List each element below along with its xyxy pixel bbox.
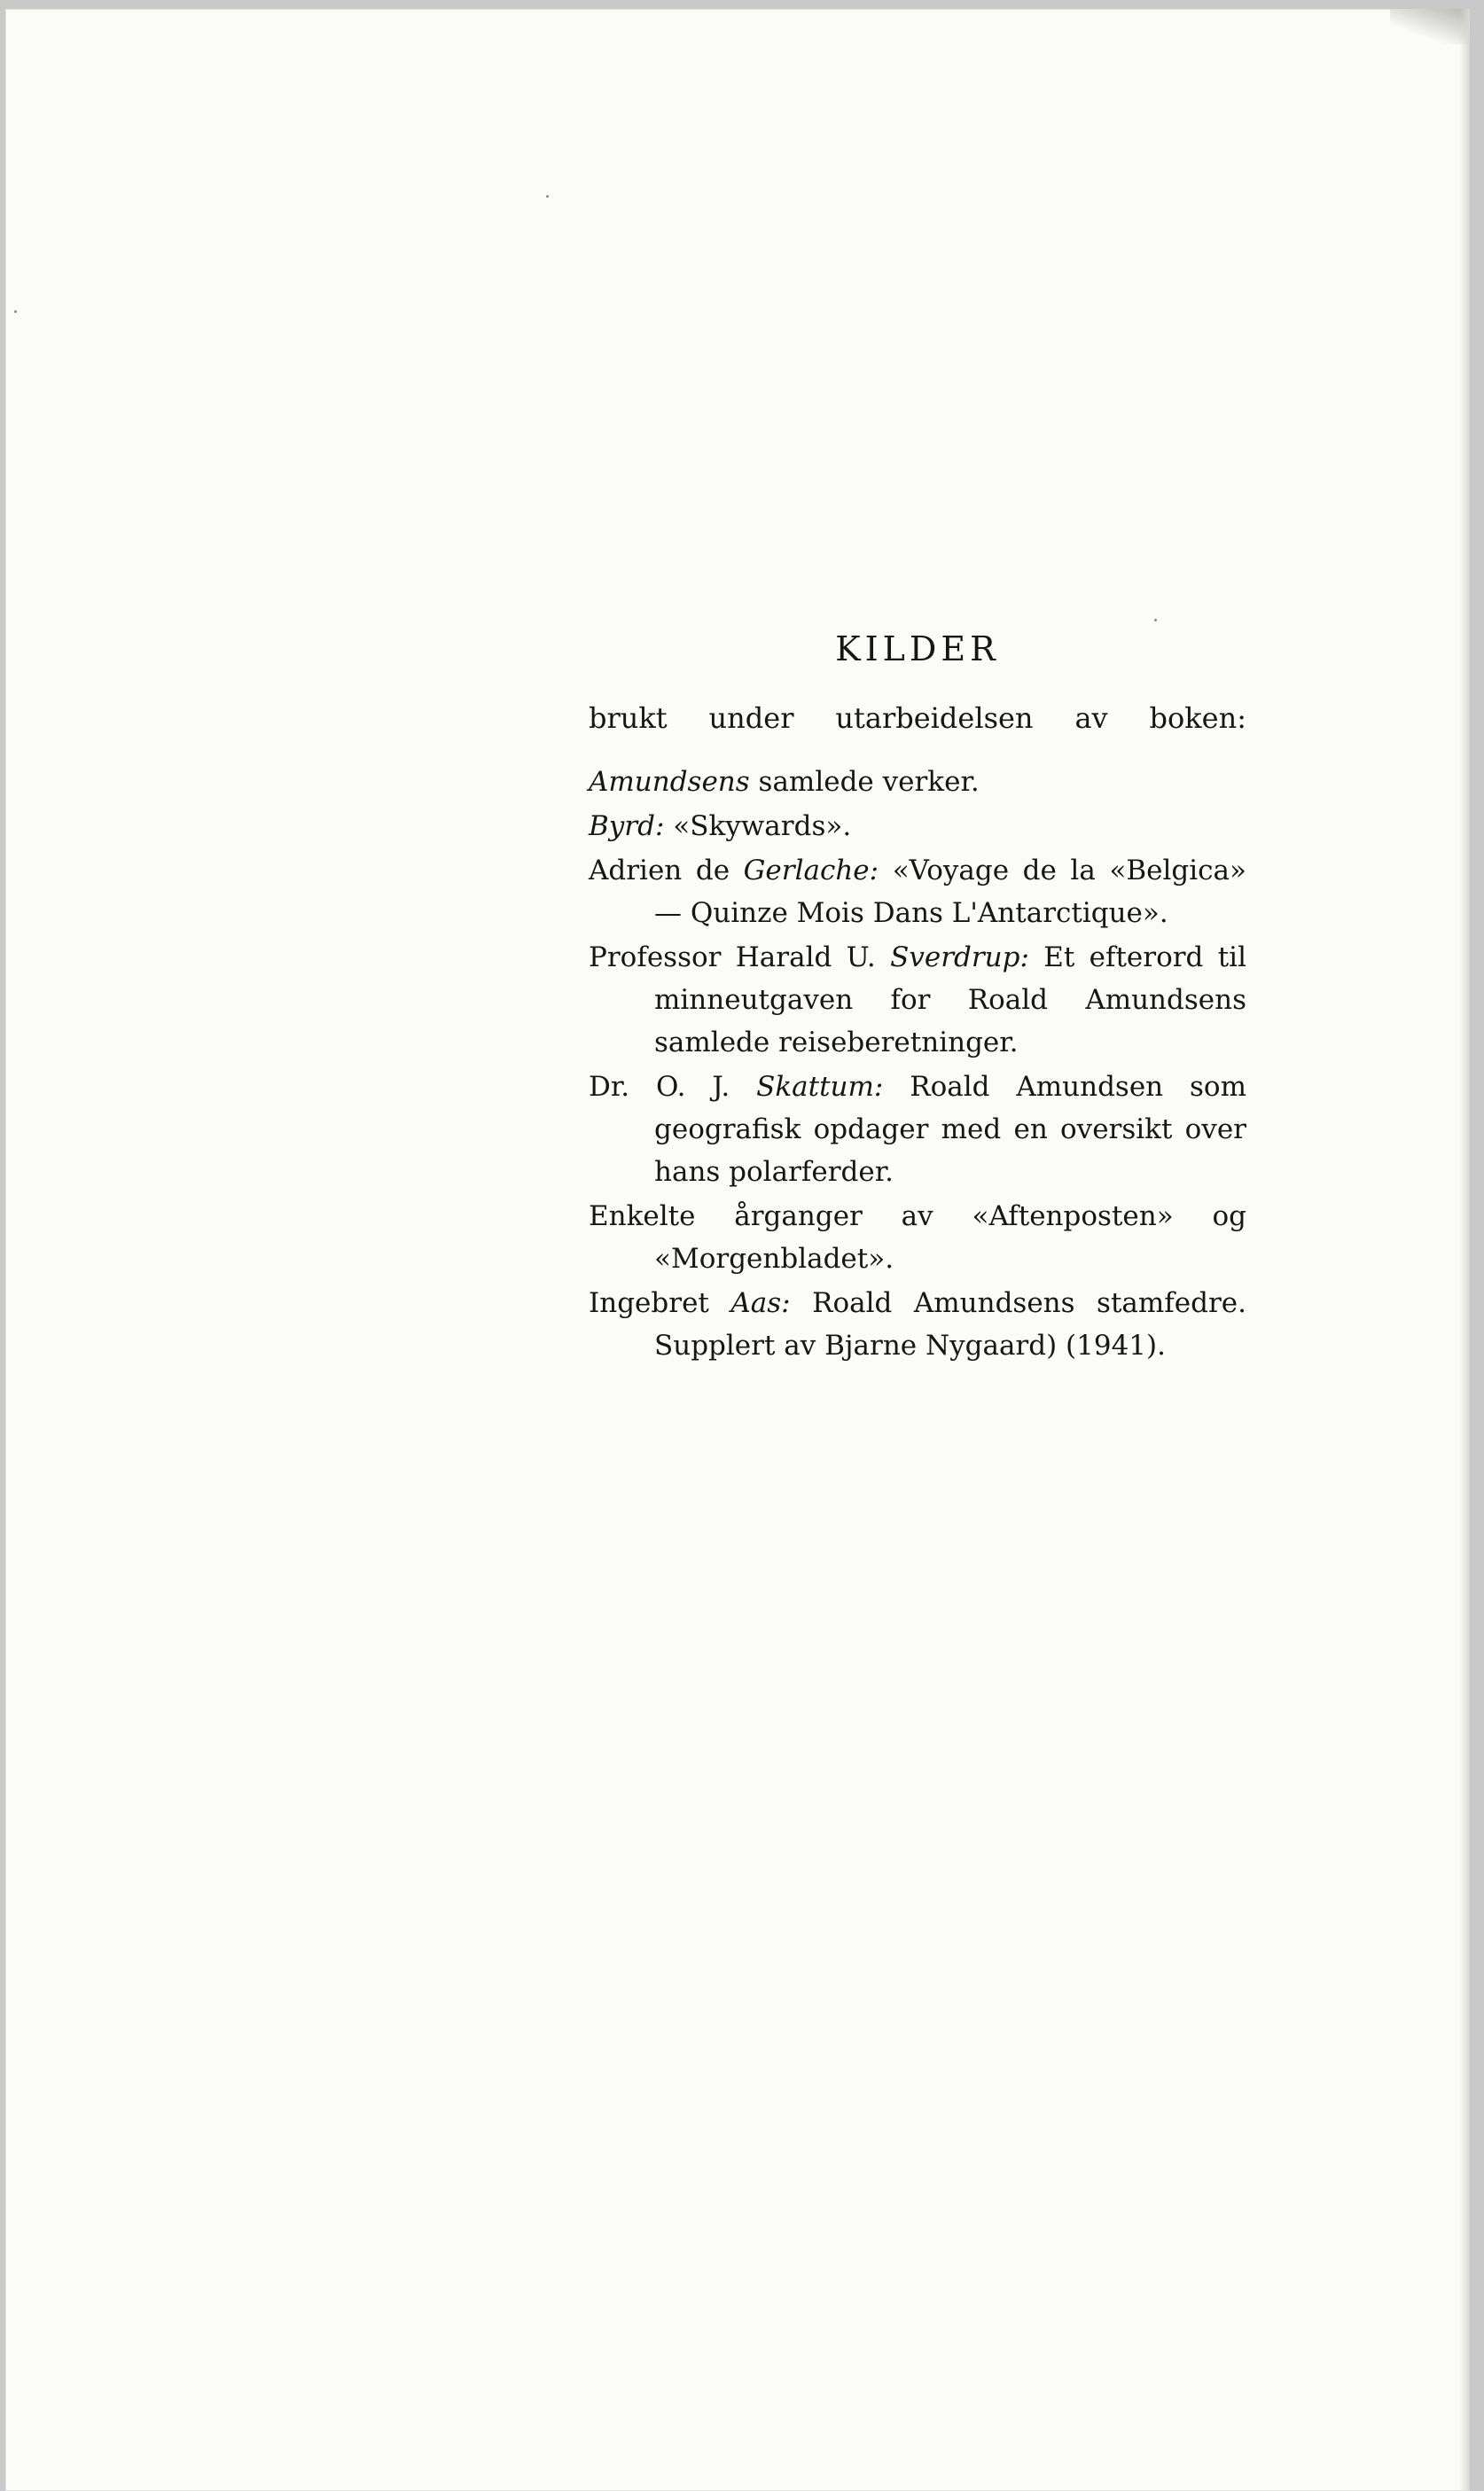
page-corner-shadow: [1390, 9, 1470, 44]
entry-lead: Ingebret: [589, 1287, 731, 1319]
entry-lead: Professor Harald U.: [589, 941, 891, 973]
source-entry: [589, 761, 1246, 803]
paper-speck: [14, 310, 17, 313]
entry-lead: Enkelte årganger av «Aftenposten» og «Morgenbladet».: [589, 1200, 1246, 1275]
entry-text: samlede verker.: [749, 766, 980, 798]
page-edge-shadow: [1459, 9, 1470, 2491]
paper-speck: [1154, 619, 1157, 621]
entry-author: Byrd:: [589, 810, 665, 842]
page-subtitle: brukt under utarbeidelsen av boken:: [589, 701, 1246, 735]
source-entry: [589, 1195, 1246, 1280]
source-entry: [589, 849, 1246, 934]
paper-speck: [546, 195, 549, 198]
entry-text: Roald Amundsens stamfedre. Supplert av Bjarne Nygaard) (1941).: [654, 1287, 1246, 1362]
page-title: KILDER: [835, 629, 1000, 668]
entry-author: Gerlache:: [743, 855, 879, 886]
entry-author: Aas:: [730, 1287, 791, 1319]
entry-text: «Skywards».: [664, 810, 852, 842]
source-entry: [589, 1066, 1246, 1193]
entry-text: Roald Amundsen som geografisk opdager med en oversikt over hans polarferder.: [654, 1071, 1246, 1188]
source-entry: [589, 805, 1246, 847]
entry-lead: Adrien de: [589, 855, 744, 886]
source-entry: [589, 1282, 1246, 1367]
sources-section: [589, 629, 1246, 1369]
entry-lead: Dr. O. J.: [589, 1071, 757, 1103]
entry-author: Skattum:: [756, 1071, 884, 1103]
source-entry: [589, 936, 1246, 1064]
entry-author: Amundsens: [589, 766, 750, 798]
entry-text: Et efterord til minneutgaven for Roald Amundsens samlede reiseberetninger.: [654, 941, 1246, 1058]
book-page: [5, 9, 1470, 2491]
entry-text: «Voyage de la «Belgica» — Quinze Mois Dans L'Antarctique».: [654, 855, 1246, 929]
entry-author: Sverdrup:: [890, 941, 1029, 973]
